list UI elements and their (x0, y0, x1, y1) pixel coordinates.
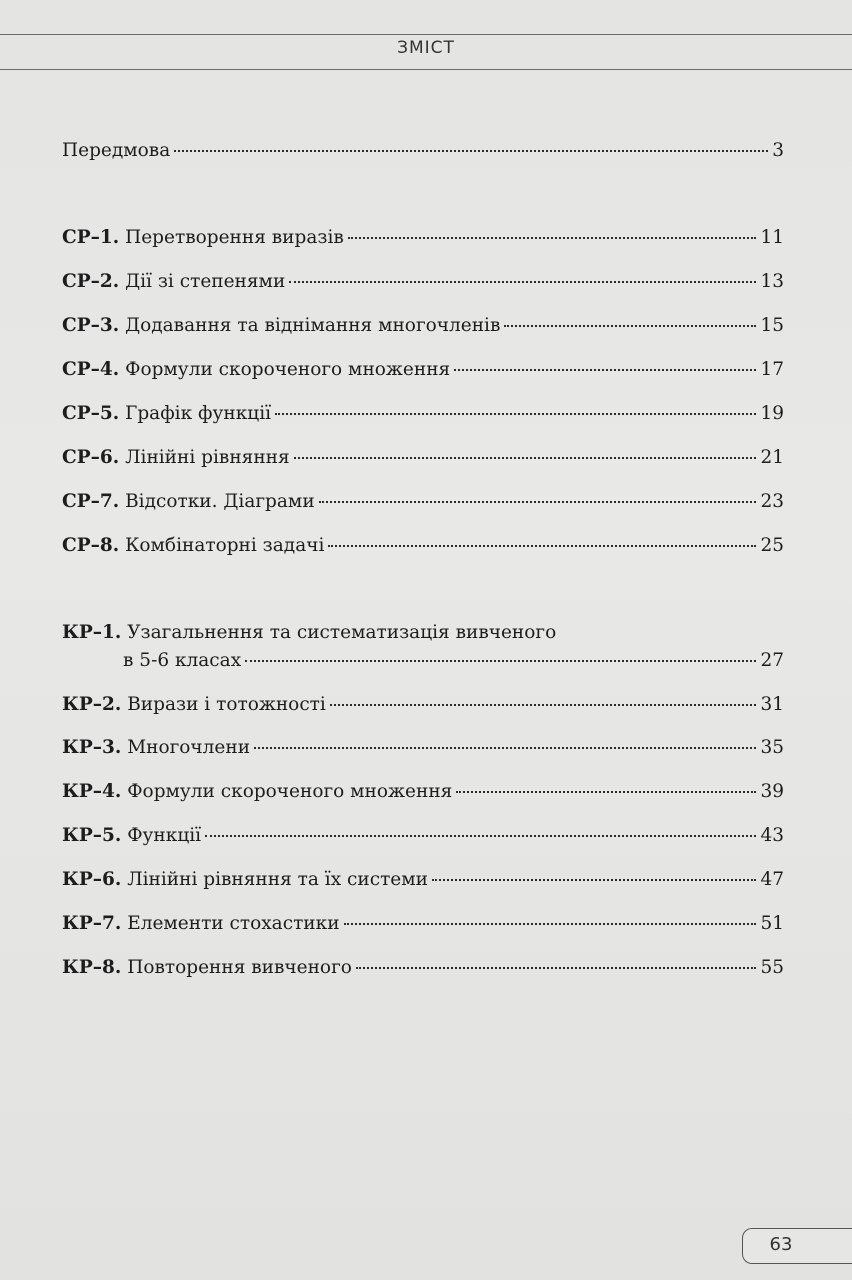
toc-entry-code: КР–2. (62, 694, 122, 715)
toc-entry-title: Вирази і тотожності (121, 694, 326, 715)
toc-entry-page: 3 (772, 140, 784, 161)
toc-entry-code: КР–6. (62, 869, 122, 890)
toc-entry-sr-4 (62, 359, 784, 391)
toc-entry-code: СР–3. (62, 315, 120, 336)
page-title: ЗМІСТ (397, 38, 455, 58)
toc-entry-page: 23 (760, 491, 784, 512)
toc-entry-page: 43 (760, 825, 784, 846)
toc-entry-title: Повторення вивченого (121, 957, 352, 978)
toc-entry-page: 25 (760, 535, 784, 556)
toc-entry-sr-8 (62, 535, 784, 567)
dot-leader (319, 501, 757, 503)
toc-entry-page: 11 (760, 227, 784, 248)
toc-entry-title: Додавання та віднімання многочленів (119, 315, 501, 336)
toc-entry-title: Формули скороченого множення (119, 359, 451, 380)
dot-leader (275, 413, 756, 415)
toc-entry-page: 35 (760, 737, 784, 758)
dot-leader (174, 150, 768, 152)
toc-entry-page: 39 (760, 781, 784, 802)
toc-entry-code: СР–4. (62, 359, 120, 380)
toc-entry-intro (62, 140, 784, 172)
toc-entry-code: СР–8. (62, 535, 120, 556)
dot-leader (289, 281, 756, 283)
dot-leader (344, 923, 757, 925)
toc-entry-title: в 5-6 класах (123, 650, 242, 671)
toc-entry-code: СР–1. (62, 227, 120, 248)
toc-entry-page: 17 (760, 359, 784, 380)
dot-leader (348, 237, 757, 239)
toc-entry-code: СР–7. (62, 491, 120, 512)
toc-entry-code: КР–5. (62, 825, 122, 846)
toc-entry-title: Елементи стохастики (121, 913, 340, 934)
dot-leader (432, 879, 756, 881)
toc-entry-sr-5 (62, 403, 784, 435)
toc-entry-title: Узагальнення та систематизація вивченого (121, 622, 557, 643)
toc-entry-title: Многочлени (121, 737, 251, 758)
dot-leader (356, 967, 757, 969)
toc-entry-title: Формули скороченого множення (121, 781, 453, 802)
toc-entry-code: КР–7. (62, 913, 122, 934)
toc-entry-page: 21 (760, 447, 784, 468)
toc-entry-page: 47 (760, 869, 784, 890)
dot-leader (294, 457, 757, 459)
dot-leader (328, 545, 756, 547)
toc-entry-kr-1-continuation (62, 650, 784, 682)
toc-entry-page: 13 (760, 271, 784, 292)
toc-entry-title: Комбінаторні задачі (119, 535, 325, 556)
toc-entry-kr-5 (62, 825, 784, 857)
toc-entry-title: Функції (121, 825, 202, 846)
toc-entry-title: Лінійні рівняння та їх системи (121, 869, 428, 890)
toc-entry-title: Відсотки. Діаграми (119, 491, 315, 512)
toc-entry-code: СР–6. (62, 447, 120, 468)
toc-entry-code: КР–4. (62, 781, 122, 802)
toc-entry-sr-7 (62, 491, 784, 523)
toc-entry-kr-2 (62, 694, 784, 726)
toc-entry-sr-2 (62, 271, 784, 303)
toc-entry-sr-3 (62, 315, 784, 347)
toc-entry-sr-6 (62, 447, 784, 479)
toc-entry-sr-1 (62, 227, 784, 259)
toc-entry-code: КР–8. (62, 957, 122, 978)
toc-entry-kr-7 (62, 913, 784, 945)
dot-leader (205, 835, 756, 837)
toc-entry-kr-4 (62, 781, 784, 813)
toc-entry-title: Перетворення виразів (119, 227, 344, 248)
toc-entry-title: Графік функції (119, 403, 272, 424)
toc-entry-page: 19 (760, 403, 784, 424)
toc-entry-kr-8 (62, 957, 784, 989)
toc-entry-kr-3 (62, 737, 784, 769)
toc-entry-code: СР–2. (62, 271, 120, 292)
page-header (0, 0, 852, 70)
toc-entry-code: КР–1. (62, 622, 122, 643)
dot-leader (245, 660, 756, 662)
toc-entry-code: СР–5. (62, 403, 120, 424)
toc-entry-page: 27 (760, 650, 784, 671)
toc-entry-title: Дії зі степенями (119, 271, 286, 292)
toc-entry-page: 51 (760, 913, 784, 934)
dot-leader (504, 325, 756, 327)
toc-entry-page: 55 (760, 957, 784, 978)
toc-entry-code: КР–3. (62, 737, 122, 758)
dot-leader (330, 704, 757, 706)
toc-entry-kr-6 (62, 869, 784, 901)
toc-entry-kr-1 (62, 622, 784, 643)
toc-entry-title: Лінійні рівняння (119, 447, 290, 468)
toc-entry-page: 15 (760, 315, 784, 336)
toc-entry-page: 31 (760, 694, 784, 715)
dot-leader (454, 369, 756, 371)
page-number: 63 (769, 1234, 793, 1255)
toc-entry-title: Передмова (62, 140, 171, 161)
dot-leader (456, 791, 756, 793)
dot-leader (254, 747, 756, 749)
